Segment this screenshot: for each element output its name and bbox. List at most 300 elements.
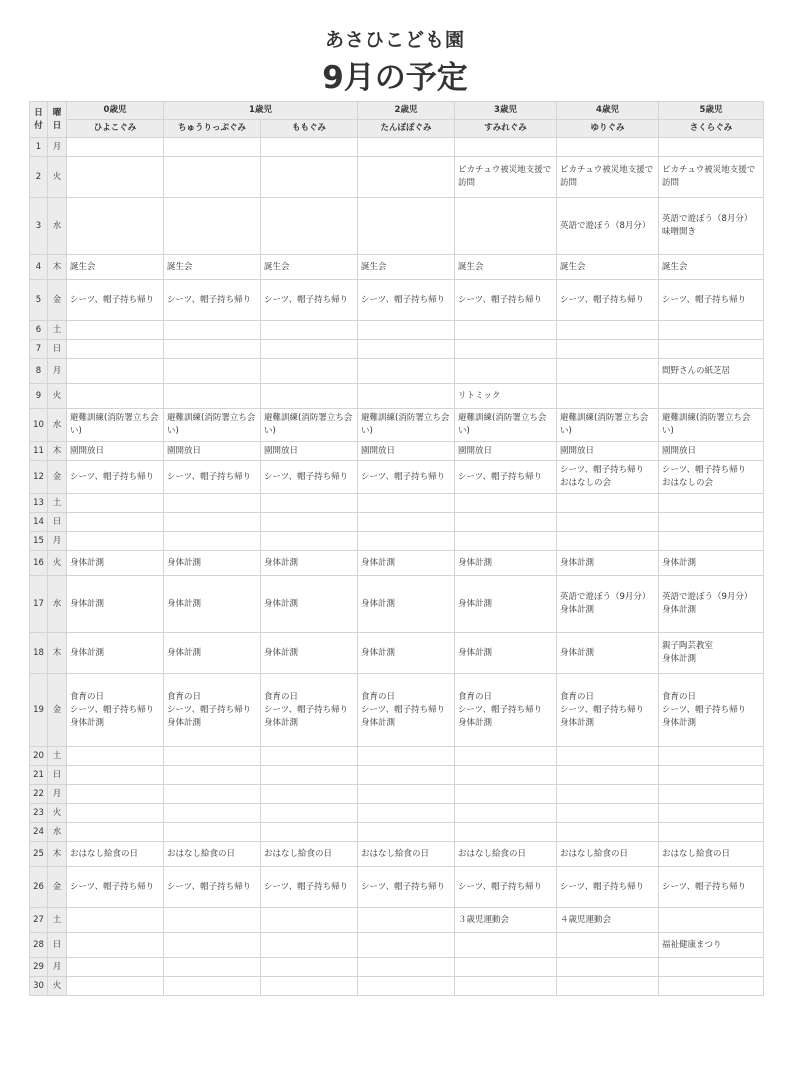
event-cell: 身体計測 (557, 551, 659, 576)
event-cell (455, 321, 557, 340)
age-header-1: 1歳児 (164, 102, 358, 120)
event-cell: 食育の日 シーツ、帽子持ち帰り 身体計測 (358, 674, 455, 747)
event-cell: シーツ、帽子持ち帰り (455, 461, 557, 494)
event-cell (659, 321, 764, 340)
event-cell (67, 977, 164, 996)
event-cell: おはなし給食の日 (164, 842, 261, 867)
event-cell (659, 138, 764, 157)
event-cell (659, 958, 764, 977)
event-cell (455, 532, 557, 551)
table-row (30, 138, 764, 157)
event-cell: 園開放日 (557, 442, 659, 461)
event-cell (358, 933, 455, 958)
event-cell (164, 908, 261, 933)
day-cell: 7 (30, 340, 48, 359)
event-cell (358, 747, 455, 766)
event-cell (358, 804, 455, 823)
event-cell: 避難訓練(消防署立ち会い) (557, 409, 659, 442)
day-cell: 5 (30, 280, 48, 321)
event-cell: シーツ、帽子持ち帰り (455, 867, 557, 908)
day-cell: 18 (30, 633, 48, 674)
event-cell (164, 157, 261, 198)
event-cell (659, 494, 764, 513)
event-cell: 食育の日 シーツ、帽子持ち帰り 身体計測 (659, 674, 764, 747)
event-cell (67, 532, 164, 551)
event-cell (557, 785, 659, 804)
weekday-cell: 火 (48, 551, 67, 576)
event-cell: 身体計測 (358, 576, 455, 633)
event-cell (455, 340, 557, 359)
event-cell (67, 785, 164, 804)
event-cell (557, 321, 659, 340)
event-cell: おはなし給食の日 (67, 842, 164, 867)
event-cell: おはなし給食の日 (455, 842, 557, 867)
event-cell (358, 513, 455, 532)
event-cell (67, 513, 164, 532)
event-cell: 園開放日 (261, 442, 358, 461)
weekday-cell: 金 (48, 674, 67, 747)
event-cell: 親子陶芸教室 身体計測 (659, 633, 764, 674)
event-cell (659, 908, 764, 933)
event-cell (358, 958, 455, 977)
event-cell (557, 532, 659, 551)
event-cell (358, 908, 455, 933)
event-cell: シーツ、帽子持ち帰り (261, 867, 358, 908)
weekday-cell: 水 (48, 576, 67, 633)
header-row-ages (30, 102, 764, 120)
event-cell (659, 340, 764, 359)
event-cell: 避難訓練(消防署立ち会い) (164, 409, 261, 442)
event-cell (164, 340, 261, 359)
event-cell (261, 823, 358, 842)
event-cell (164, 532, 261, 551)
event-cell (164, 198, 261, 255)
weekday-cell: 日 (48, 933, 67, 958)
event-cell: 身体計測 (358, 633, 455, 674)
weekday-cell: 土 (48, 321, 67, 340)
event-cell (164, 804, 261, 823)
event-cell: 英語で遊ぼう（9月分） 身体計測 (659, 576, 764, 633)
event-cell (659, 977, 764, 996)
event-cell: ピカチュウ被災地支援で訪問 (557, 157, 659, 198)
event-cell: 食育の日 シーツ、帽子持ち帰り 身体計測 (455, 674, 557, 747)
weekday-cell: 土 (48, 494, 67, 513)
event-cell: シーツ、帽子持ち帰り おはなしの会 (659, 461, 764, 494)
schedule-table (29, 101, 764, 996)
event-cell: シーツ、帽子持ち帰り (261, 280, 358, 321)
event-cell: シーツ、帽子持ち帰り (261, 461, 358, 494)
weekday-cell: 月 (48, 958, 67, 977)
event-cell (659, 384, 764, 409)
table-row (30, 867, 764, 908)
weekday-cell: 火 (48, 977, 67, 996)
weekday-cell: 日 (48, 340, 67, 359)
event-cell: シーツ、帽子持ち帰り (358, 867, 455, 908)
event-cell (164, 494, 261, 513)
event-cell (358, 359, 455, 384)
day-cell: 19 (30, 674, 48, 747)
event-cell (455, 747, 557, 766)
event-cell: 誕生会 (557, 255, 659, 280)
event-cell: 英語で遊ぼう（9月分） 身体計測 (557, 576, 659, 633)
event-cell (261, 804, 358, 823)
event-cell (557, 804, 659, 823)
event-cell (67, 804, 164, 823)
event-cell: 身体計測 (164, 576, 261, 633)
event-cell: 園開放日 (659, 442, 764, 461)
table-row (30, 551, 764, 576)
event-cell: 誕生会 (67, 255, 164, 280)
age-header-2: 2歳児 (358, 102, 455, 120)
event-cell: おはなし給食の日 (659, 842, 764, 867)
table-row (30, 255, 764, 280)
event-cell (358, 785, 455, 804)
event-cell (67, 494, 164, 513)
event-cell: 身体計測 (67, 576, 164, 633)
event-cell (164, 138, 261, 157)
weekday-cell: 木 (48, 255, 67, 280)
event-cell (557, 359, 659, 384)
table-row (30, 766, 764, 785)
weekday-cell: 火 (48, 804, 67, 823)
event-cell (67, 933, 164, 958)
table-row (30, 804, 764, 823)
event-cell: 身体計測 (659, 551, 764, 576)
event-cell: 英語で遊ぼう（8月分） (557, 198, 659, 255)
event-cell (557, 977, 659, 996)
event-cell: 誕生会 (455, 255, 557, 280)
weekday-cell: 月 (48, 785, 67, 804)
day-cell: 17 (30, 576, 48, 633)
day-cell: 26 (30, 867, 48, 908)
table-row (30, 157, 764, 198)
header-row-classes (30, 120, 764, 138)
dow-column-header (48, 102, 67, 138)
event-cell: リトミック (455, 384, 557, 409)
event-cell (67, 198, 164, 255)
event-cell: 身体計測 (261, 551, 358, 576)
schedule-body (30, 138, 764, 996)
event-cell (67, 958, 164, 977)
event-cell (358, 321, 455, 340)
event-cell (67, 747, 164, 766)
table-row (30, 461, 764, 494)
event-cell: シーツ、帽子持ち帰り (164, 280, 261, 321)
event-cell: 誕生会 (164, 255, 261, 280)
day-cell: 8 (30, 359, 48, 384)
event-cell: 避難訓練(消防署立ち会い) (358, 409, 455, 442)
event-cell (164, 823, 261, 842)
weekday-cell: 金 (48, 867, 67, 908)
event-cell: 身体計測 (455, 633, 557, 674)
class-header-sumire: すみれぐみ (455, 120, 557, 138)
event-cell: 身体計測 (67, 551, 164, 576)
table-row (30, 280, 764, 321)
event-cell (557, 340, 659, 359)
day-cell: 12 (30, 461, 48, 494)
weekday-cell: 月 (48, 532, 67, 551)
event-cell (455, 138, 557, 157)
event-cell: シーツ、帽子持ち帰り (164, 461, 261, 494)
event-cell (358, 977, 455, 996)
table-row (30, 321, 764, 340)
weekday-cell: 土 (48, 908, 67, 933)
event-cell: 避難訓練(消防署立ち会い) (659, 409, 764, 442)
event-cell: 園開放日 (455, 442, 557, 461)
event-cell (358, 198, 455, 255)
event-cell (557, 958, 659, 977)
event-cell (164, 384, 261, 409)
table-row (30, 977, 764, 996)
event-cell: シーツ、帽子持ち帰り (659, 867, 764, 908)
class-header-tulip: ちゅうりっぷぐみ (164, 120, 261, 138)
event-cell (455, 823, 557, 842)
event-cell (455, 513, 557, 532)
event-cell: シーツ、帽子持ち帰り (557, 280, 659, 321)
event-cell (557, 933, 659, 958)
event-cell (557, 384, 659, 409)
table-row (30, 442, 764, 461)
event-cell (659, 766, 764, 785)
day-cell: 29 (30, 958, 48, 977)
weekday-cell: 水 (48, 409, 67, 442)
event-cell (455, 804, 557, 823)
class-header-hiyoko: ひよこぐみ (67, 120, 164, 138)
event-cell (261, 933, 358, 958)
event-cell: 誕生会 (659, 255, 764, 280)
weekday-cell: 金 (48, 280, 67, 321)
age-header-3: 3歳児 (455, 102, 557, 120)
weekday-cell: 木 (48, 442, 67, 461)
day-cell: 22 (30, 785, 48, 804)
event-cell: シーツ、帽子持ち帰り (358, 280, 455, 321)
age-header-5: 5歳児 (659, 102, 764, 120)
event-cell (358, 340, 455, 359)
event-cell (455, 785, 557, 804)
event-cell: シーツ、帽子持ち帰り (164, 867, 261, 908)
event-cell (261, 494, 358, 513)
event-cell (358, 157, 455, 198)
event-cell (164, 958, 261, 977)
event-cell (261, 198, 358, 255)
event-cell (164, 977, 261, 996)
event-cell: シーツ、帽子持ち帰り (67, 461, 164, 494)
title-block (0, 0, 790, 100)
event-cell (659, 804, 764, 823)
event-cell: 園開放日 (67, 442, 164, 461)
day-cell: 15 (30, 532, 48, 551)
page-title: 9月の予定 (322, 60, 468, 96)
day-cell: 14 (30, 513, 48, 532)
table-row (30, 958, 764, 977)
day-cell: 23 (30, 804, 48, 823)
event-cell (659, 513, 764, 532)
event-cell (455, 198, 557, 255)
event-cell: 身体計測 (455, 576, 557, 633)
table-row (30, 747, 764, 766)
class-header-momo: ももぐみ (261, 120, 358, 138)
event-cell (67, 384, 164, 409)
day-cell: 24 (30, 823, 48, 842)
day-cell: 16 (30, 551, 48, 576)
event-cell (261, 766, 358, 785)
event-cell (659, 747, 764, 766)
age-header-4: 4歳児 (557, 102, 659, 120)
event-cell: シーツ、帽子持ち帰り (67, 280, 164, 321)
event-cell: ３歳児運動会 (455, 908, 557, 933)
event-cell: シーツ、帽子持ち帰り (557, 867, 659, 908)
day-cell: 11 (30, 442, 48, 461)
day-cell: 2 (30, 157, 48, 198)
event-cell (67, 340, 164, 359)
event-cell: 身体計測 (358, 551, 455, 576)
event-cell: シーツ、帽子持ち帰り おはなしの会 (557, 461, 659, 494)
event-cell: 身体計測 (455, 551, 557, 576)
event-cell (358, 766, 455, 785)
event-cell (67, 908, 164, 933)
day-cell: 20 (30, 747, 48, 766)
age-header-0: 0歳児 (67, 102, 164, 120)
event-cell: 身体計測 (67, 633, 164, 674)
table-row (30, 409, 764, 442)
class-header-tanpopo: たんぽぽぐみ (358, 120, 455, 138)
event-cell: 食育の日 シーツ、帽子持ち帰り 身体計測 (261, 674, 358, 747)
event-cell (261, 532, 358, 551)
weekday-cell: 木 (48, 842, 67, 867)
event-cell (358, 384, 455, 409)
event-cell (164, 513, 261, 532)
event-cell: 間野さんの紙芝居 (659, 359, 764, 384)
event-cell (67, 321, 164, 340)
event-cell: 園開放日 (164, 442, 261, 461)
event-cell: ピカチュウ被災地支援で訪問 (455, 157, 557, 198)
event-cell: 身体計測 (557, 633, 659, 674)
weekday-cell: 火 (48, 157, 67, 198)
event-cell (164, 321, 261, 340)
table-row (30, 532, 764, 551)
event-cell (358, 138, 455, 157)
weekday-cell: 金 (48, 461, 67, 494)
event-cell (557, 823, 659, 842)
event-cell (455, 359, 557, 384)
weekday-cell: 土 (48, 747, 67, 766)
event-cell: 福祉健康まつり (659, 933, 764, 958)
table-row (30, 908, 764, 933)
event-cell (261, 384, 358, 409)
event-cell: シーツ、帽子持ち帰り (659, 280, 764, 321)
event-cell: シーツ、帽子持ち帰り (67, 867, 164, 908)
event-cell: おはなし給食の日 (261, 842, 358, 867)
table-row (30, 198, 764, 255)
event-cell (261, 747, 358, 766)
event-cell (261, 157, 358, 198)
event-cell (659, 823, 764, 842)
event-cell: 避難訓練(消防署立ち会い) (261, 409, 358, 442)
weekday-cell: 水 (48, 823, 67, 842)
event-cell (455, 494, 557, 513)
event-cell: 誕生会 (261, 255, 358, 280)
day-cell: 28 (30, 933, 48, 958)
day-cell: 10 (30, 409, 48, 442)
day-cell: 30 (30, 977, 48, 996)
event-cell: 身体計測 (164, 551, 261, 576)
org-name: あさひこども園 (324, 29, 465, 51)
event-cell (358, 532, 455, 551)
weekday-cell: 火 (48, 384, 67, 409)
event-cell (261, 359, 358, 384)
event-cell (659, 532, 764, 551)
table-row (30, 494, 764, 513)
event-cell: シーツ、帽子持ち帰り (358, 461, 455, 494)
event-cell: 避難訓練(消防署立ち会い) (67, 409, 164, 442)
table-row (30, 674, 764, 747)
day-column-label: 日 付 (34, 107, 43, 131)
day-cell: 21 (30, 766, 48, 785)
event-cell (261, 138, 358, 157)
event-cell (261, 958, 358, 977)
event-cell (67, 138, 164, 157)
class-header-yuri: ゆりぐみ (557, 120, 659, 138)
weekday-cell: 日 (48, 766, 67, 785)
event-cell (164, 766, 261, 785)
event-cell (557, 747, 659, 766)
event-cell (455, 958, 557, 977)
event-cell: 身体計測 (261, 576, 358, 633)
event-cell (67, 359, 164, 384)
event-cell (557, 513, 659, 532)
event-cell (455, 977, 557, 996)
event-cell: 身体計測 (164, 633, 261, 674)
event-cell (67, 766, 164, 785)
event-cell (659, 785, 764, 804)
event-cell (261, 785, 358, 804)
weekday-cell: 月 (48, 138, 67, 157)
event-cell (164, 785, 261, 804)
event-cell (358, 494, 455, 513)
day-cell: 6 (30, 321, 48, 340)
event-cell: 避難訓練(消防署立ち会い) (455, 409, 557, 442)
event-cell (261, 977, 358, 996)
event-cell: 園開放日 (358, 442, 455, 461)
event-cell: 食育の日 シーツ、帽子持ち帰り 身体計測 (164, 674, 261, 747)
event-cell: シーツ、帽子持ち帰り (455, 280, 557, 321)
event-cell (261, 321, 358, 340)
event-cell (261, 908, 358, 933)
day-cell: 1 (30, 138, 48, 157)
day-cell: 4 (30, 255, 48, 280)
day-cell: 3 (30, 198, 48, 255)
event-cell (557, 766, 659, 785)
event-cell: 英語で遊ぼう（8月分） 味噌開き (659, 198, 764, 255)
event-cell: 身体計測 (261, 633, 358, 674)
event-cell (164, 359, 261, 384)
table-row (30, 823, 764, 842)
table-row (30, 359, 764, 384)
class-header-sakura: さくらぐみ (659, 120, 764, 138)
event-cell: おはなし給食の日 (358, 842, 455, 867)
event-cell (455, 933, 557, 958)
day-cell: 13 (30, 494, 48, 513)
event-cell: ４歳児運動会 (557, 908, 659, 933)
table-row (30, 513, 764, 532)
weekday-cell: 日 (48, 513, 67, 532)
event-cell (261, 340, 358, 359)
table-row (30, 933, 764, 958)
event-cell (164, 933, 261, 958)
event-cell: ピカチュウ被災地支援で訪問 (659, 157, 764, 198)
event-cell (358, 823, 455, 842)
event-cell: おはなし給食の日 (557, 842, 659, 867)
